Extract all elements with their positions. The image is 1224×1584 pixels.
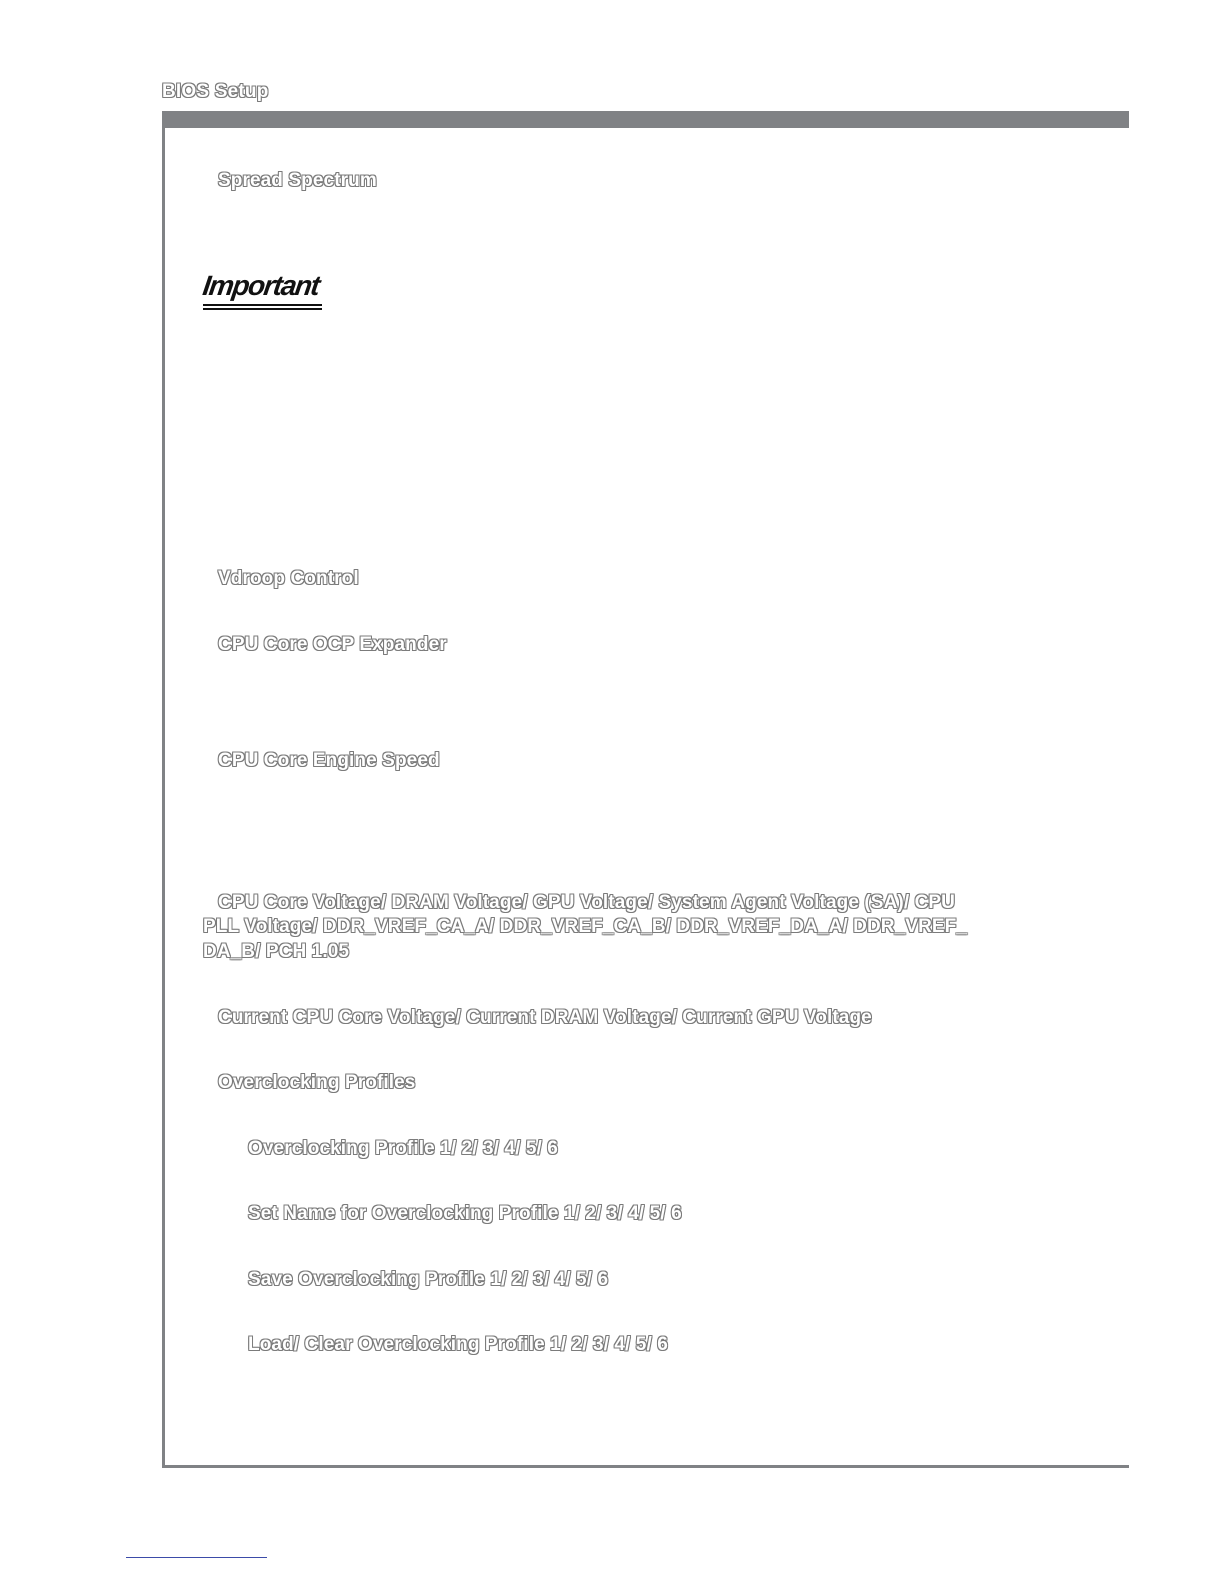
item-voltages-line-3: DA_B/ PCH 1.05 [203,941,350,962]
important-label: Important [200,270,321,301]
item-vdroop-control: Vdroop Control [218,568,359,589]
item-voltages-line-2: PLL Voltage/ DDR_VREF_CA_A/ DDR_VREF_CA_B/ DDR_VREF_DA_A/ DDR_VREF_ [203,916,968,937]
item-overclocking-profiles: Overclocking Profiles [218,1072,416,1093]
item-voltages-line-1: CPU Core Voltage/ DRAM Voltage/ GPU Voltage/ System Agent Voltage (SA)/ CPU [218,892,955,913]
item-set-name-profile-n: Set Name for Overclocking Profile 1/ 2/ 3/ 4/ 5/ 6 [248,1203,682,1224]
frame-bottom-border [162,1465,1129,1468]
item-load-clear-profile-n: Load/ Clear Overclocking Profile 1/ 2/ 3/ 4/ 5/ 6 [248,1334,668,1355]
page-section-title: BIOS Setup [162,81,269,102]
header-bar [162,111,1129,128]
important-underline-top [203,304,322,306]
item-current-voltages: Current CPU Core Voltage/ Current DRAM Voltage/ Current GPU Voltage [218,1007,872,1028]
item-overclocking-profile-n: Overclocking Profile 1/ 2/ 3/ 4/ 5/ 6 [248,1138,558,1159]
item-spread-spectrum: Spread Spectrum [218,170,377,191]
frame-left-border [162,111,165,1468]
footer-rule [126,1557,267,1558]
important-notice-icon [200,268,323,312]
item-cpu-core-ocp-expander: CPU Core OCP Expander [218,634,447,655]
important-underline-bottom [203,308,322,310]
item-cpu-core-engine-speed: CPU Core Engine Speed [218,750,440,771]
item-save-profile-n: Save Overclocking Profile 1/ 2/ 3/ 4/ 5/ 6 [248,1269,609,1290]
